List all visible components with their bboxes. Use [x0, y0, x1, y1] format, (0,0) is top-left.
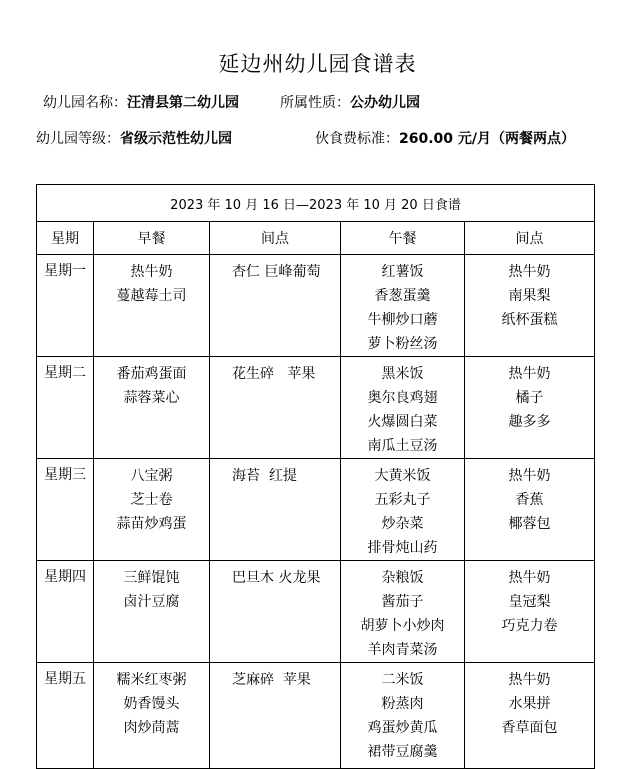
table-caption: 2023 年 10 月 16 日—2023 年 10 月 20 日食谱 [37, 185, 595, 222]
snack-afternoon-item: 香蕉 [515, 492, 544, 508]
breakfast-cell [94, 255, 210, 357]
lunch-cell [341, 561, 465, 663]
breakfast-item: 奶香馒头 [123, 696, 180, 712]
lunch-item: 大黄米饭 [374, 468, 431, 484]
nature-label: 所属性质： [280, 95, 350, 111]
breakfast-item: 卤汁豆腐 [123, 594, 180, 610]
snack-afternoon-item: 巧克力卷 [501, 618, 558, 634]
lunch-item: 炒杂菜 [381, 516, 424, 532]
lunch-item: 五彩丸子 [374, 492, 431, 508]
lunch-cell [341, 663, 465, 769]
weekday-cell: 星期四 [37, 561, 94, 663]
lunch-item: 红薯饭 [381, 264, 424, 280]
lunch-item: 南瓜土豆汤 [367, 438, 438, 454]
snack-morning-item: 杏仁 巨峰葡萄 [232, 264, 321, 280]
weekday-cell: 星期一 [37, 255, 94, 357]
level-row [36, 128, 232, 148]
header-row [37, 222, 595, 255]
header-lunch: 午餐 [341, 222, 465, 255]
header-breakfast: 早餐 [94, 222, 210, 255]
fee-value: 260.00 元/月（两餐两点） [399, 131, 576, 147]
header-snack-afternoon: 间点 [465, 222, 595, 255]
breakfast-item: 八宝粥 [130, 468, 173, 484]
nature-row [280, 92, 420, 112]
lunch-item: 羊肉青菜汤 [367, 642, 438, 658]
snack-afternoon-item: 水果拼 [508, 696, 551, 712]
breakfast-item: 蒜蓉菜心 [123, 390, 180, 406]
lunch-item: 杂粮饭 [381, 570, 424, 586]
breakfast-item: 番茄鸡蛋面 [116, 366, 187, 382]
lunch-cell [341, 255, 465, 357]
snack-morning-cell [210, 357, 341, 459]
fee-row [315, 128, 575, 148]
breakfast-cell [94, 663, 210, 769]
snack-afternoon-item: 橘子 [515, 390, 544, 406]
snack-afternoon-item: 热牛奶 [508, 264, 551, 280]
breakfast-item: 热牛奶 [130, 264, 173, 280]
snack-afternoon-cell [465, 255, 595, 357]
snack-afternoon-item: 纸杯蛋糕 [501, 312, 558, 328]
breakfast-cell [94, 561, 210, 663]
lunch-item: 酱茄子 [381, 594, 424, 610]
snack-afternoon-item: 热牛奶 [508, 570, 551, 586]
snack-afternoon-item: 椰蓉包 [508, 516, 551, 532]
lunch-item: 萝卜粉丝汤 [367, 336, 438, 352]
lunch-item: 二米饭 [381, 672, 424, 688]
kindergarten-name-row [43, 92, 239, 112]
lunch-item: 牛柳炒口蘑 [367, 312, 438, 328]
menu-table [36, 184, 595, 769]
kindergarten-name-value: 汪清县第二幼儿园 [127, 95, 239, 111]
snack-morning-item: 花生碎 苹果 [232, 366, 316, 382]
lunch-item: 胡萝卜小炒肉 [360, 618, 445, 634]
breakfast-item: 蒜苗炒鸡蛋 [116, 516, 187, 532]
breakfast-item: 肉炒茼蒿 [123, 720, 180, 736]
snack-morning-cell [210, 663, 341, 769]
snack-afternoon-item: 趣多多 [508, 414, 551, 430]
snack-morning-cell [210, 459, 341, 561]
breakfast-item: 三鲜馄饨 [123, 570, 180, 586]
snack-afternoon-cell [465, 663, 595, 769]
fee-label: 伙食费标准： [315, 131, 399, 147]
lunch-cell [341, 357, 465, 459]
table-row [37, 561, 595, 663]
page-title: 延边州幼儿园食谱表 [218, 52, 417, 76]
breakfast-item: 芝士卷 [130, 492, 173, 508]
weekday-cell: 星期五 [37, 663, 94, 769]
snack-afternoon-cell [465, 357, 595, 459]
table-row [37, 255, 595, 357]
breakfast-item: 糯米红枣粥 [116, 672, 187, 688]
lunch-item: 香葱蛋羹 [374, 288, 431, 304]
snack-morning-cell [210, 255, 341, 357]
nature-value: 公办幼儿园 [350, 95, 420, 111]
snack-morning-item: 海苔 红提 [232, 468, 297, 484]
level-value: 省级示范性幼儿园 [120, 131, 232, 147]
lunch-item: 裙带豆腐羹 [367, 744, 438, 760]
lunch-item: 黑米饭 [381, 366, 424, 382]
snack-afternoon-item: 热牛奶 [508, 468, 551, 484]
lunch-item: 奥尔良鸡翅 [367, 390, 438, 406]
breakfast-cell [94, 459, 210, 561]
lunch-cell [341, 459, 465, 561]
snack-afternoon-item: 南果梨 [508, 288, 551, 304]
table-row [37, 459, 595, 561]
snack-morning-item: 芝麻碎 苹果 [232, 672, 311, 688]
lunch-item: 火爆圆白菜 [367, 414, 438, 430]
lunch-item: 粉蒸肉 [381, 696, 424, 712]
level-label: 幼儿园等级： [36, 131, 120, 147]
snack-afternoon-item: 香草面包 [501, 720, 558, 736]
snack-morning-cell [210, 561, 341, 663]
lunch-item: 排骨炖山药 [367, 540, 438, 556]
weekday-cell: 星期二 [37, 357, 94, 459]
lunch-item: 鸡蛋炒黄瓜 [367, 720, 438, 736]
weekday-cell: 星期三 [37, 459, 94, 561]
snack-afternoon-cell [465, 459, 595, 561]
snack-afternoon-item: 热牛奶 [508, 366, 551, 382]
snack-afternoon-item: 热牛奶 [508, 672, 551, 688]
kindergarten-name-label: 幼儿园名称： [43, 95, 127, 111]
table-row [37, 663, 595, 769]
snack-afternoon-cell [465, 561, 595, 663]
snack-morning-item: 巴旦木 火龙果 [232, 570, 321, 586]
header-snack-morning: 间点 [210, 222, 341, 255]
snack-afternoon-item: 皇冠梨 [508, 594, 551, 610]
breakfast-item: 蔓越莓土司 [116, 288, 187, 304]
breakfast-cell [94, 357, 210, 459]
table-row [37, 357, 595, 459]
header-weekday: 星期 [37, 222, 94, 255]
